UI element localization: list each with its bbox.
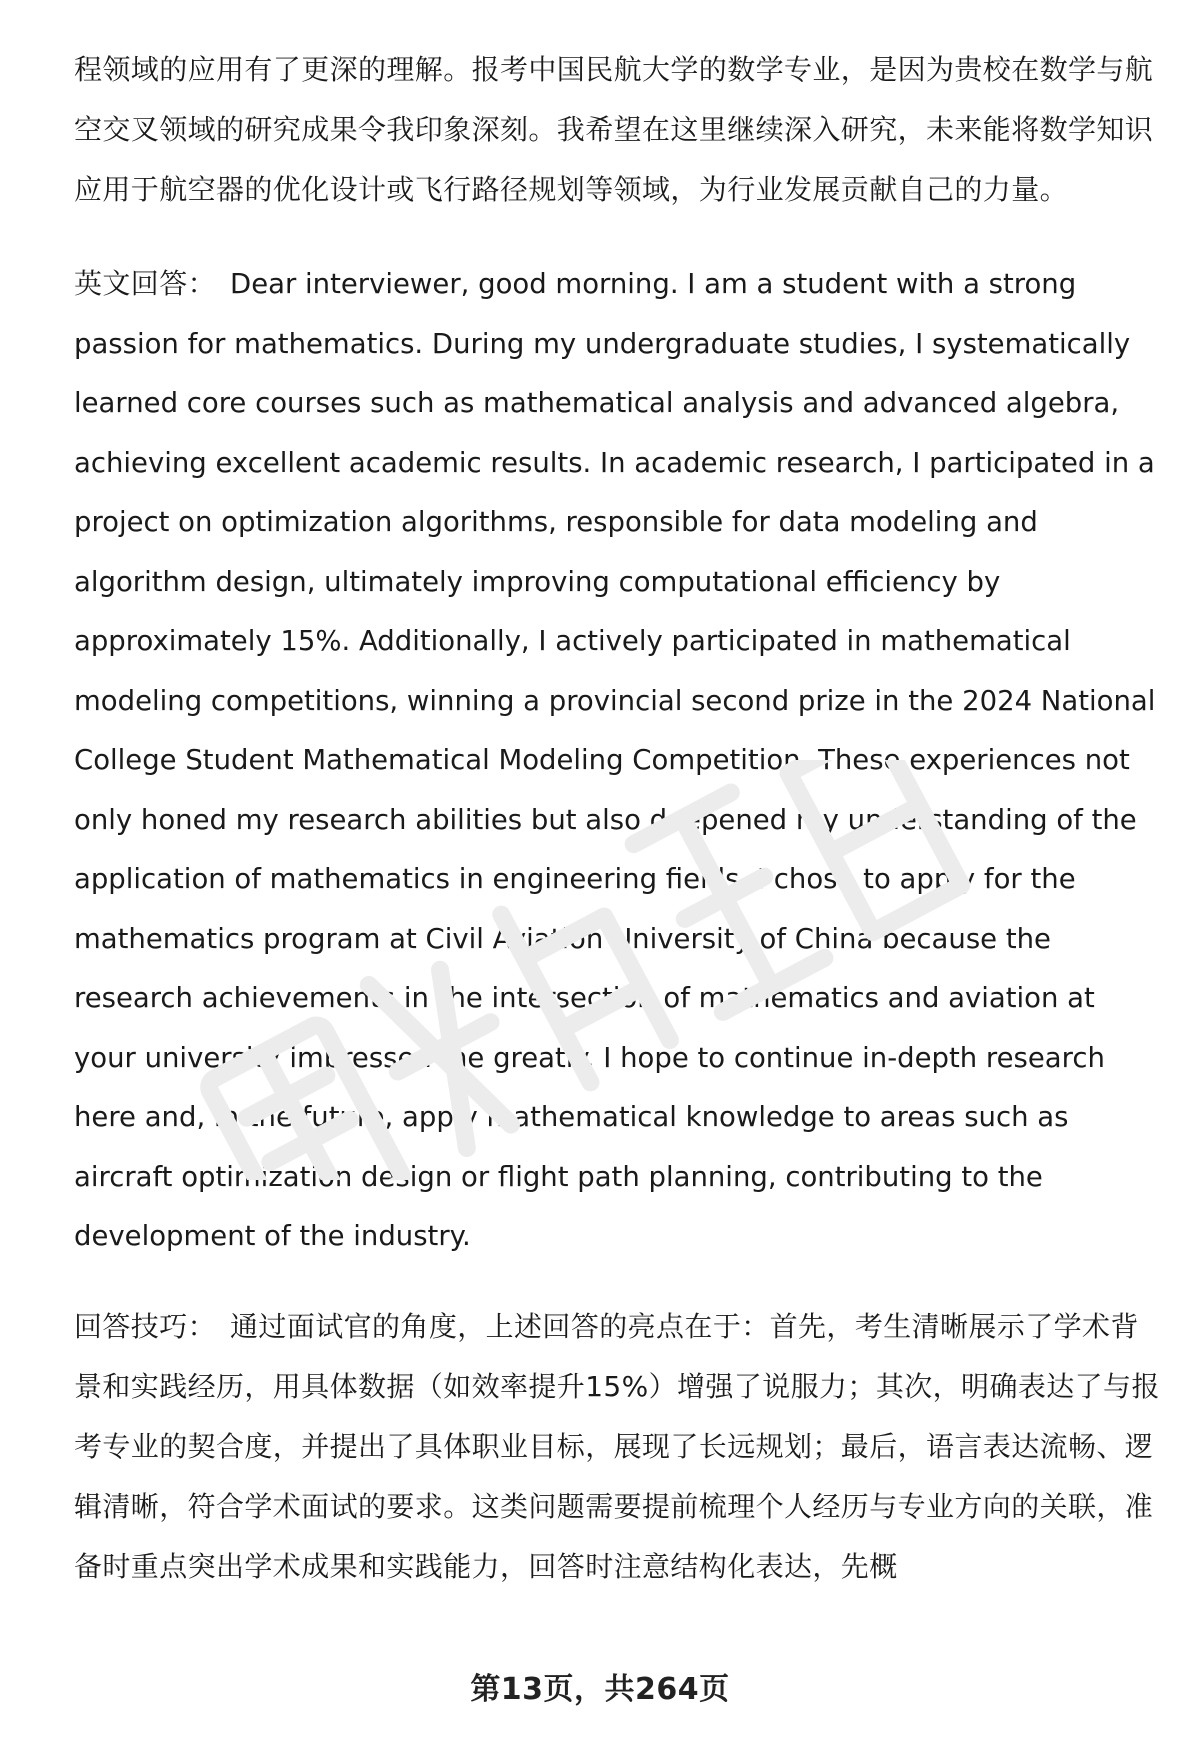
paragraph-answer-tips	[74, 1297, 1160, 1597]
english-answer-text: Dear interviewer, good morning. I am a student with a strong passion for mathematics. During my undergraduate studies, I systematically learned core courses such as mathematical analysis and advanced algebra, achieving excellent academic results. In academic research, I participated in a project on optimization algorithms, responsible for data modeling and algorithm design, ultimately improving computational efficiency by approximately 15%. Additionally, I actively participated in mathematical modeling competitions, winning a provincial second prize in the 2024 National College Student Mathematical Modeling Competition. These experiences not only honed my research abilities but also deepened my understanding of the application of mathematics in engineering fields. I chose to apply for the mathematics program at Civil Aviation University of China because the research achievements in the intersection of mathematics and aviation at your university impressed me greatly. I hope to continue in-depth research here and, in the future, apply mathematical knowledge to areas such as aircraft optimization design or flight path planning, contributing to the development of the industry.	[74, 268, 1156, 1252]
spacer	[74, 1267, 1160, 1297]
spacer	[74, 220, 1160, 254]
answer-tips-label: 回答技巧：	[74, 1309, 217, 1343]
page-number-footer: 第13页，共264页	[470, 1672, 730, 1707]
answer-tips-text: 通过面试官的角度，上述回答的亮点在于：首先，考生清晰展示了学术背景和实践经历，用具体数据（如效率提升15%）增强了说服力；其次，明确表达了与报考专业的契合度，并提出了具体职业目标，展现了长远规划；最后，语言表达流畅、逻辑清晰，符合学术面试的要求。这类问题需要提前梳理个人经历与专业方向的关联，准备时重点突出学术成果和实践能力，回答时注意结构化表达，先概	[74, 1309, 1160, 1583]
paragraph-english-answer	[74, 254, 1160, 1267]
document-page	[74, 40, 1160, 1597]
english-answer-label: 英文回答：	[74, 267, 217, 300]
paragraph-intro-continued: 程领域的应用有了更深的理解。报考中国民航大学的数学专业，是因为贵校在数学与航空交叉领域的研究成果令我印象深刻。我希望在这里继续深入研究，未来能将数学知识应用于航空器的优化设计或飞行路径规划等领域，为行业发展贡献自己的力量。	[74, 53, 1154, 206]
